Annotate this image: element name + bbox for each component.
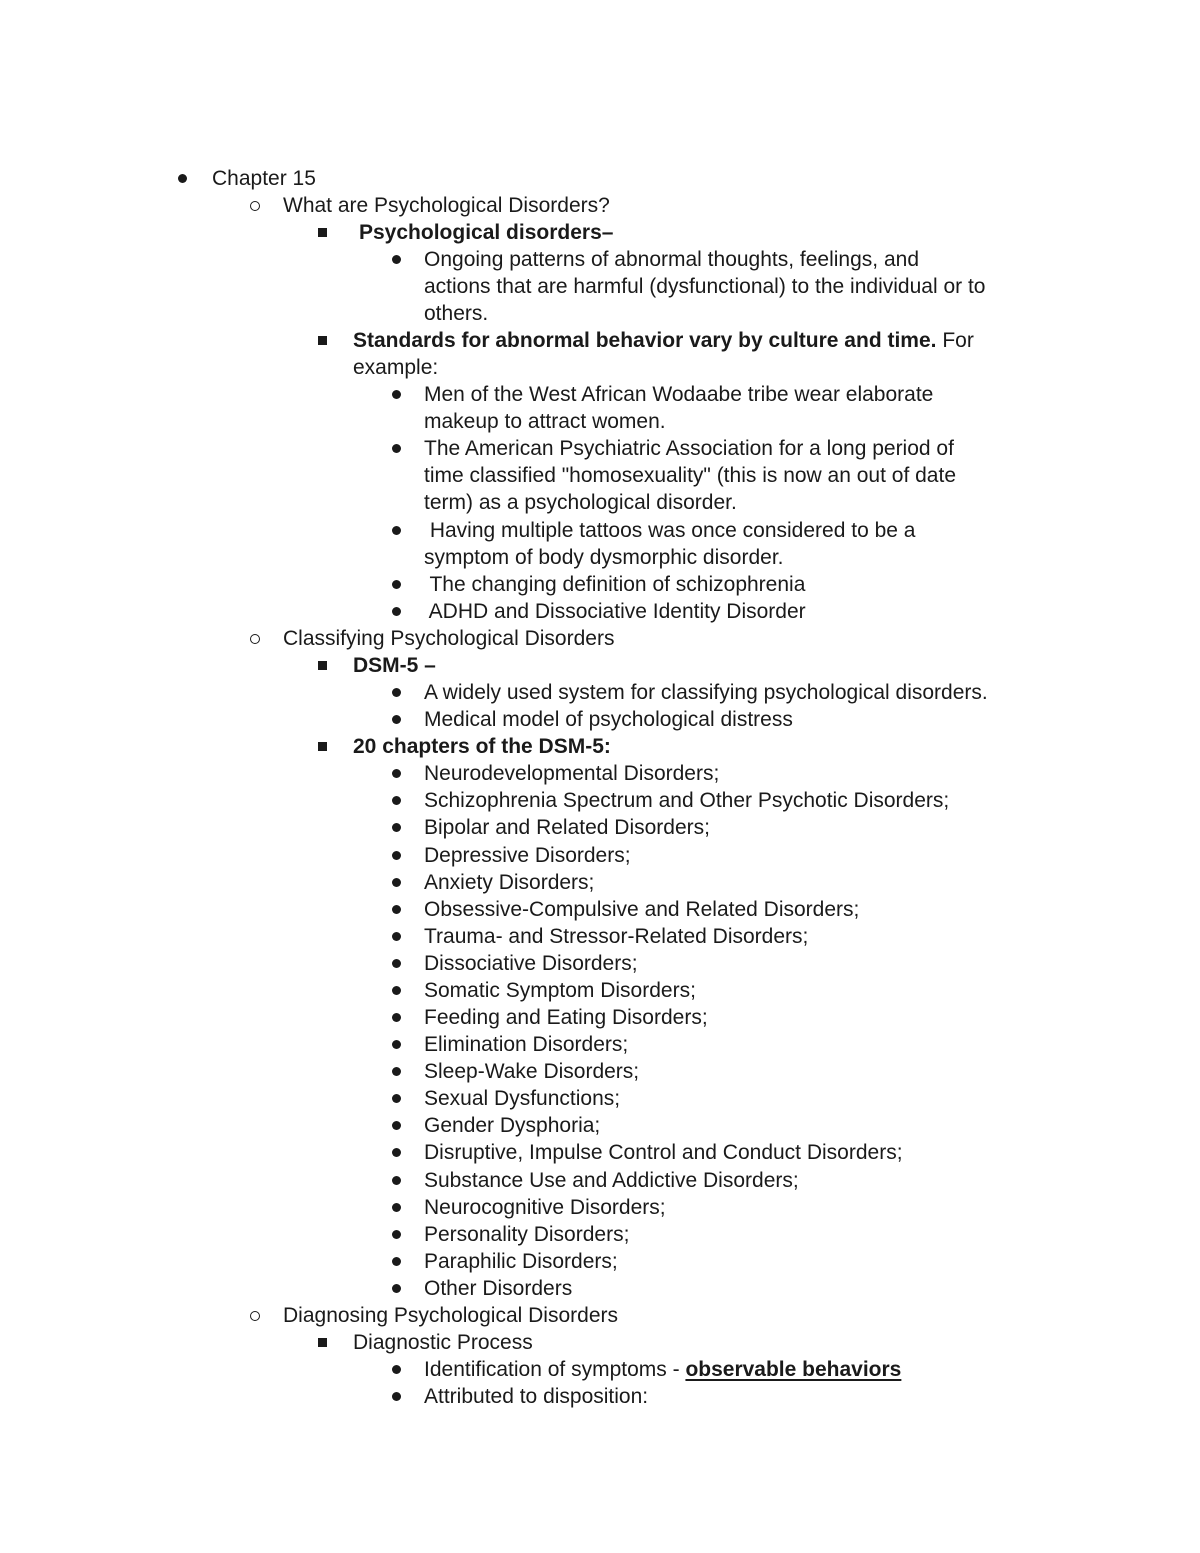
definition-line: actions that are harmful (dysfunctional) to the individual or to [424,275,986,298]
bullet-disc-icon [392,796,401,805]
bullet-disc-icon [392,1365,401,1374]
example-item [0,598,1200,625]
chapter-name: Dissociative Disorders; [424,952,638,975]
example-line: term) as a psychological disorder. [424,491,737,514]
attributed-item [0,1383,1200,1410]
bullet-disc-icon [392,905,401,914]
bullet-disc-icon [392,715,401,724]
chapter-name: Elimination Disorders; [424,1033,629,1056]
chapter-name: Schizophrenia Spectrum and Other Psychotic Disorders; [424,789,950,812]
bullet-disc-icon [392,932,401,941]
example-continuation [0,408,1200,435]
bullet-disc-icon [392,823,401,832]
bullet-disc-icon [392,878,401,887]
example-continuation [0,544,1200,571]
example-item [0,381,1200,408]
bullet-disc-icon [392,1176,401,1185]
bullet-disc-icon [392,1040,401,1049]
standards-item [0,327,1200,354]
example-item [0,517,1200,544]
example-line: The changing definition of schizophrenia [424,573,806,596]
chapter-name: Sleep-Wake Disorders; [424,1060,640,1083]
bullet-square-icon [318,336,327,345]
definition-continuation [0,273,1200,300]
chapter-list-item [0,1058,1200,1085]
example-line: Having multiple tattoos was once considered to be a [424,519,916,542]
example-item [0,571,1200,598]
dsm-detail-item [0,706,1200,733]
section-what-are [0,192,1200,219]
chapter-name: Bipolar and Related Disorders; [424,816,710,839]
chapter-name: Paraphilic Disorders; [424,1250,618,1273]
dsm-item [0,652,1200,679]
chapter-title: Chapter 15 [212,167,316,190]
term-label: 20 chapters of the DSM-5: [353,735,611,758]
bullet-disc-icon [392,959,401,968]
chapter-name: Anxiety Disorders; [424,871,595,894]
identification-label: Identification of symptoms - [424,1358,686,1381]
bullet-disc-icon [392,1121,401,1130]
term-label: Psychological disorders– [359,221,614,244]
chapter-name: Neurodevelopmental Disorders; [424,762,720,785]
chapter-name: Disruptive, Impulse Control and Conduct Disorders; [424,1141,903,1164]
definition-line: Ongoing patterns of abnormal thoughts, feelings, and [424,248,919,271]
chapter-list-item [0,896,1200,923]
chapter-list-item [0,1085,1200,1112]
chapter-name: Sexual Dysfunctions; [424,1087,621,1110]
chapter-name: Depressive Disorders; [424,844,631,867]
bullet-disc-icon [392,607,401,616]
bullet-disc-icon [392,1284,401,1293]
standards-line: example: [353,356,439,379]
chapter-list-item [0,1167,1200,1194]
bullet-circle-icon [250,634,260,644]
example-item [0,435,1200,462]
psych-disorders-item [0,219,1200,246]
chapter-list-item [0,1139,1200,1166]
chapter-list-item [0,1004,1200,1031]
bullet-disc-icon [392,1257,401,1266]
chapter-list-item [0,923,1200,950]
chapter-list-item [0,842,1200,869]
chapter-list-item [0,869,1200,896]
example-line: makeup to attract women. [424,410,666,433]
example-line: Men of the West African Wodaabe tribe wear elaborate [424,383,934,406]
identification-text [424,1356,901,1383]
chapter-list-item [0,1112,1200,1139]
dsm-detail-item [0,679,1200,706]
chapter-item [0,165,1200,192]
identification-item [0,1356,1200,1383]
definition-continuation [0,300,1200,327]
bullet-disc-icon [392,1094,401,1103]
bullet-disc-icon [392,390,401,399]
bullet-disc-icon [392,526,401,535]
bullet-disc-icon [392,688,401,697]
attributed-text: Attributed to disposition: [424,1385,649,1408]
bullet-circle-icon [250,201,260,211]
bullet-disc-icon [392,986,401,995]
example-line: ADHD and Dissociative Identity Disorder [424,600,806,623]
bullet-disc-icon [392,851,401,860]
example-line: symptom of body dysmorphic disorder. [424,546,784,569]
section-heading: Classifying Psychological Disorders [283,627,615,650]
example-continuation [0,462,1200,489]
bullet-square-icon [318,661,327,670]
term-label: DSM-5 – [353,654,436,677]
standards-continuation [0,354,1200,381]
chapter-list-item [0,1031,1200,1058]
observable-behaviors-emphasis: observable behaviors [685,1358,902,1381]
chapter-name: Personality Disorders; [424,1223,630,1246]
bullet-disc-icon [392,1392,401,1401]
example-line: time classified "homosexuality" (this is now an out of date [424,464,956,487]
chapter-name: Trauma- and Stressor-Related Disorders; [424,925,809,948]
diagnostic-process-label: Diagnostic Process [353,1331,533,1354]
bullet-disc-icon [392,255,401,264]
standards-bold: Standards for abnormal behavior vary by culture and time. [353,329,937,352]
chapter-name: Obsessive-Compulsive and Related Disorders; [424,898,860,921]
dsm-detail: A widely used system for classifying psychological disorders. [424,681,988,704]
section-classifying [0,625,1200,652]
standards-rest: For [936,329,974,352]
chapter-list-item [0,950,1200,977]
chapter-name: Gender Dysphoria; [424,1114,601,1137]
chapter-list-item [0,1221,1200,1248]
chapter-name: Substance Use and Addictive Disorders; [424,1169,799,1192]
bullet-disc-icon [392,1013,401,1022]
chapter-list-item [0,977,1200,1004]
definition-item [0,246,1200,273]
section-heading: What are Psychological Disorders? [283,194,610,217]
definition-line: others. [424,302,489,325]
bullet-disc-icon [392,1230,401,1239]
chapters-item [0,733,1200,760]
chapter-list-item [0,1275,1200,1302]
section-heading: Diagnosing Psychological Disorders [283,1304,618,1327]
chapter-name: Other Disorders [424,1277,573,1300]
bullet-square-icon [318,228,327,237]
chapter-list-item [0,787,1200,814]
dsm-detail: Medical model of psychological distress [424,708,793,731]
diagnostic-process-item [0,1329,1200,1356]
chapter-list-item [0,814,1200,841]
standards-text [353,327,974,354]
bullet-square-icon [318,742,327,751]
example-line: The American Psychiatric Association for a long period of [424,437,954,460]
bullet-square-icon [318,1338,327,1347]
chapter-list-item [0,1248,1200,1275]
example-continuation [0,489,1200,516]
bullet-disc-icon [392,1148,401,1157]
chapter-name: Feeding and Eating Disorders; [424,1006,708,1029]
bullet-disc-icon [392,1203,401,1212]
bullet-disc-icon [392,769,401,778]
chapter-list-item [0,1194,1200,1221]
chapter-list-item [0,760,1200,787]
chapter-name: Somatic Symptom Disorders; [424,979,696,1002]
bullet-disc-icon [392,444,401,453]
chapter-name: Neurocognitive Disorders; [424,1196,666,1219]
bullet-disc-icon [178,174,187,183]
bullet-disc-icon [392,1067,401,1076]
bullet-disc-icon [392,580,401,589]
section-diagnosing [0,1302,1200,1329]
bullet-circle-icon [250,1311,260,1321]
